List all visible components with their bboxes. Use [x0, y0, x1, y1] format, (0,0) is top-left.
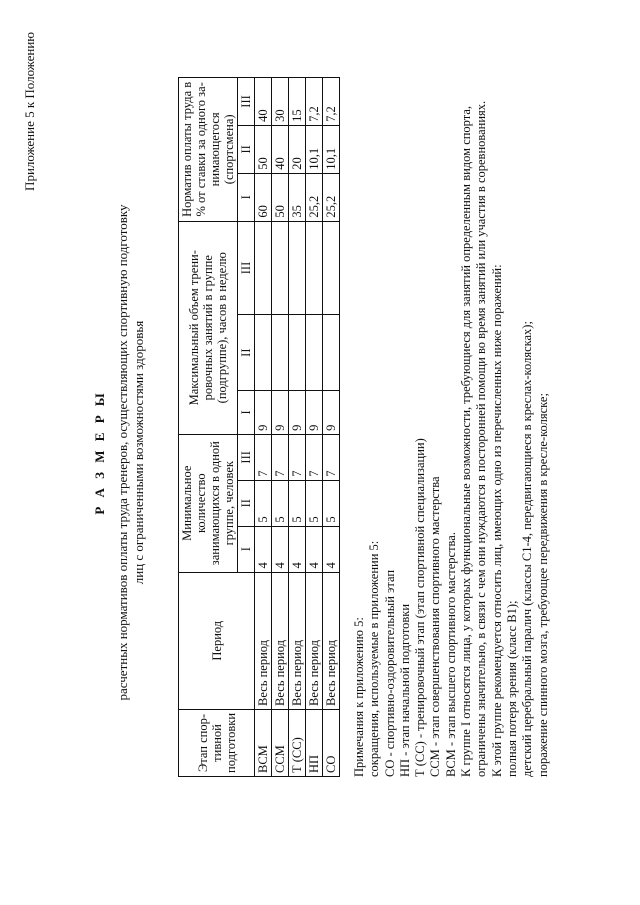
min-cell: 7 [289, 434, 306, 480]
subheader: II [238, 125, 255, 173]
min-cell: 5 [255, 480, 272, 526]
min-cell: 4 [323, 526, 340, 572]
note-line: поражение спинного мозга, требующее передвижения в кресле-коляске; [535, 393, 550, 777]
min-cell: 7 [272, 434, 289, 480]
volume-cell [323, 221, 340, 315]
subheader: I [238, 391, 255, 435]
note-line: ограничены значительно, в связи с чем они нуждаются в посторонней помощи во время занятий или участия в соревнованиях. [474, 100, 489, 777]
table-row [289, 78, 306, 777]
header-max-volume: Максимальный объем трени-ровочных занятий в группе (подгруппе), часов в неделю [179, 221, 238, 434]
subtitle-line-1: расчетных нормативов оплаты труда тренеров, осуществляющих спортивную подготовку [115, 204, 130, 701]
period-cell: Весь период [323, 572, 340, 709]
stage-cell: ССМ [272, 709, 289, 776]
volume-cell [289, 221, 306, 315]
volume-cell [289, 315, 306, 391]
min-cell: 4 [306, 526, 323, 572]
min-cell: 5 [272, 480, 289, 526]
norm-cell: 35 [289, 173, 306, 221]
subheader: III [238, 221, 255, 315]
volume-cell: 9 [323, 391, 340, 435]
table-row [255, 78, 272, 777]
norm-cell: 15 [289, 78, 306, 126]
norm-cell: 10,1 [323, 125, 340, 173]
table-row [306, 78, 323, 777]
subheader: III [238, 434, 255, 480]
norm-cell: 25,2 [323, 173, 340, 221]
header-period: Период [179, 572, 255, 709]
note-line: детский церебральный паралич (классы С1-4, передвигающиеся в креслах-колясках); [520, 321, 535, 777]
norm-cell: 30 [272, 78, 289, 126]
header-min-group: Минимальное количество занимающихся в одной группе, человек [179, 434, 238, 572]
notes-section [352, 17, 551, 777]
period-cell: Весь период [306, 572, 323, 709]
volume-cell: 9 [289, 391, 306, 435]
annex-label: Приложение 5 к Положению [22, 32, 37, 191]
norm-cell: 50 [272, 173, 289, 221]
subheader: II [238, 480, 255, 526]
volume-cell [306, 315, 323, 391]
subtitle-line-2: лиц с ограниченными возможностями здоровья [131, 320, 146, 585]
note-line: полная потеря зрения (класс В1); [504, 600, 519, 777]
header-stage: Этап спор-тивной подготовки [179, 709, 255, 776]
note-line: Примечания к приложению 5: [352, 617, 366, 777]
stage-cell: Т (СС) [289, 709, 306, 776]
document-subtitle [115, 60, 147, 845]
volume-cell [272, 221, 289, 315]
note-line: К группе I относятся лица, у которых функциональные возможности, требующиеся для занятий определенным видом спорта, [459, 105, 474, 777]
subheader: I [238, 526, 255, 572]
volume-cell [255, 221, 272, 315]
note-line: СО - спортивно-оздоровительный этап [382, 569, 397, 777]
table-row [323, 78, 340, 777]
volume-cell: 9 [306, 391, 323, 435]
table-row [272, 78, 289, 777]
min-cell: 5 [323, 480, 340, 526]
subheader: II [238, 315, 255, 391]
subheader: III [238, 78, 255, 126]
note-line: ВСМ - этап высшего спортивного мастерства. [443, 532, 458, 777]
subheader: I [238, 173, 255, 221]
volume-cell [272, 315, 289, 391]
min-cell: 7 [255, 434, 272, 480]
note-line: ССМ - этап совершенствования спортивного мастерства [428, 476, 443, 777]
norm-cell: 25,2 [306, 173, 323, 221]
norm-cell: 50 [255, 125, 272, 173]
note-line: К этой группе рекомендуется относить лиц, имеющих одно из перечисленных ниже поражений: [489, 264, 504, 777]
norms-table [178, 77, 340, 777]
norm-cell: 60 [255, 173, 272, 221]
min-cell: 7 [306, 434, 323, 480]
min-cell: 4 [272, 526, 289, 572]
volume-cell: 9 [255, 391, 272, 435]
min-cell: 5 [289, 480, 306, 526]
norm-cell: 10,1 [306, 125, 323, 173]
volume-cell [306, 221, 323, 315]
stage-cell: НП [306, 709, 323, 776]
note-line: Т (СС) - тренировочный этап (этап спортивной специализации) [413, 438, 428, 777]
min-cell: 7 [323, 434, 340, 480]
note-line: НП - этап начальной подготовки [397, 603, 412, 777]
document-title: Р А З М Е Р Ы [92, 390, 107, 515]
min-cell: 4 [255, 526, 272, 572]
stage-cell: ВСМ [255, 709, 272, 776]
header-norm: Норматив оплаты труда в % от ставки за одного за-нимающегося (спортсмена) [179, 78, 238, 222]
norm-cell: 7,2 [323, 78, 340, 126]
period-cell: Весь период [289, 572, 306, 709]
min-cell: 4 [289, 526, 306, 572]
period-cell: Весь период [272, 572, 289, 709]
norm-cell: 40 [255, 78, 272, 126]
note-line: сокращения, используемые в приложении 5: [367, 540, 382, 777]
norm-cell: 40 [272, 125, 289, 173]
stage-cell: СО [323, 709, 340, 776]
period-cell: Весь период [255, 572, 272, 709]
norm-cell: 7,2 [306, 78, 323, 126]
min-cell: 5 [306, 480, 323, 526]
norm-cell: 20 [289, 125, 306, 173]
volume-cell [255, 315, 272, 391]
volume-cell [323, 315, 340, 391]
volume-cell: 9 [272, 391, 289, 435]
